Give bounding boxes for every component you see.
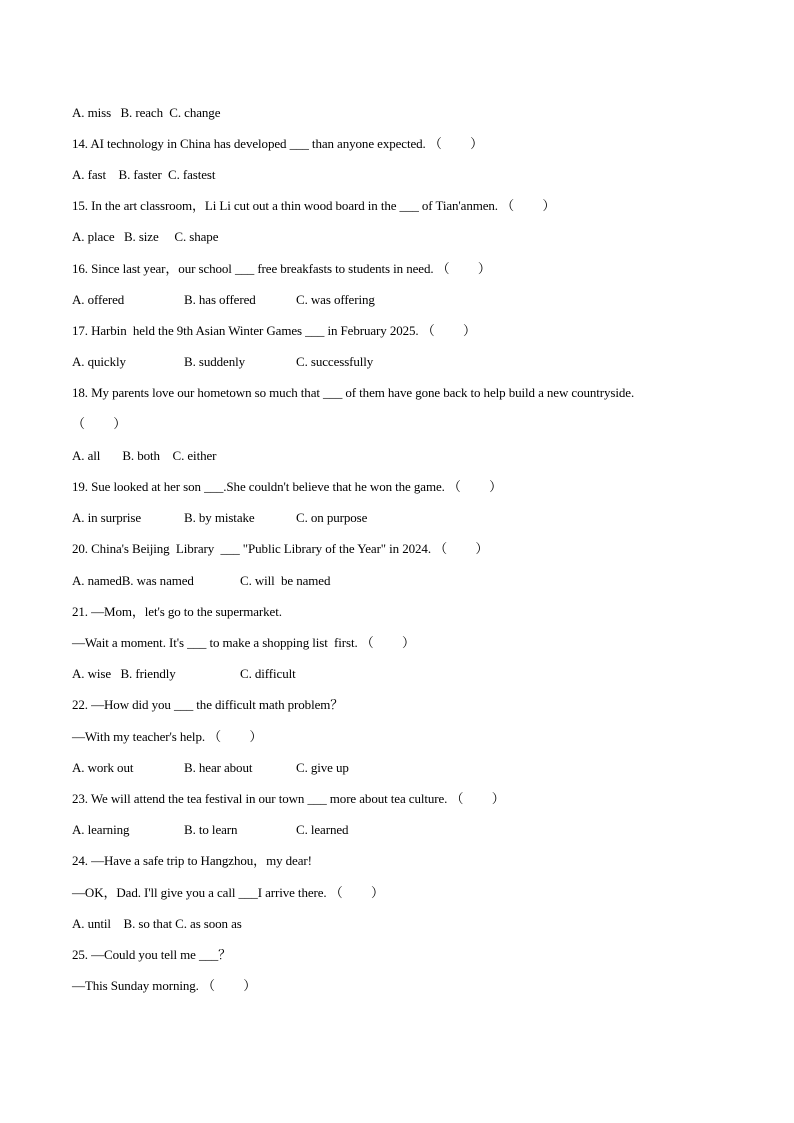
question-16: 16. Since last year，our school ___ free breakfasts to students in need. （ ） (72, 261, 491, 276)
option-b-q17: B. suddenly (184, 354, 246, 369)
question-20: 20. China's Beijing Library ___ "Public Library of the Year" in 2024. （ ） (72, 541, 489, 556)
question-25-line1: 25. —Could you tell me ___？ (72, 947, 232, 962)
question-24-line1: 24. —Have a safe trip to Hangzhou，my dear! (72, 853, 312, 868)
option-ab-q21: A. wise B. friendly (72, 666, 176, 681)
option-c-q23: C. learned (296, 822, 349, 837)
option-b-q16: B. has offered (184, 292, 256, 307)
question-19: 19. Sue looked at her son ___.She couldn't believe that he won the game. （ ） (72, 479, 503, 494)
option-a-q17: A. quickly (72, 354, 126, 369)
option-c-q21: C. difficult (240, 666, 296, 681)
question-14: 14. AI technology in China has developed ___ than anyone expected. （ ） (72, 136, 483, 151)
option-a-q22: A. work out (72, 760, 134, 775)
options-q15: A. place B. size C. shape (72, 229, 219, 244)
question-25-line2: —This Sunday morning. （ ） (72, 978, 257, 993)
question-24-line2: —OK，Dad. I'll give you a call ___I arrive there. （ ） (72, 885, 384, 900)
question-21-line2: —Wait a moment. It's ___ to make a shopping list first. （ ） (72, 635, 415, 650)
option-a-q16: A. offered (72, 292, 125, 307)
option-c-q17: C. successfully (296, 354, 374, 369)
options-q14: A. fast B. faster C. fastest (72, 167, 216, 182)
options-q13: A. miss B. reach C. change (72, 105, 221, 120)
options-q24: A. until B. so that C. as soon as (72, 916, 242, 931)
option-a-q19: A. in surprise (72, 510, 142, 525)
question-21-line1: 21. —Mom，let's go to the supermarket. (72, 604, 282, 619)
option-c-q22: C. give up (296, 760, 349, 775)
question-22-line1: 22. —How did you ___ the difficult math problem？ (72, 697, 344, 712)
question-15: 15. In the art classroom，Li Li cut out a thin wood board in the ___ of Tian'anmen. （ ） (72, 198, 556, 213)
options-q18: A. all B. both C. either (72, 448, 217, 463)
question-23: 23. We will attend the tea festival in our town ___ more about tea culture. （ ） (72, 791, 505, 806)
option-b-q19: B. by mistake (184, 510, 255, 525)
option-a-q23: A. learning (72, 822, 130, 837)
question-22-line2: —With my teacher's help. （ ） (72, 729, 263, 744)
question-18: 18. My parents love our hometown so much that ___ of them have gone back to help build a new countryside. (72, 385, 635, 400)
option-c-q20: C. will be named (240, 573, 331, 588)
option-ab-q20: A. namedB. was named (72, 573, 194, 588)
option-b-q23: B. to learn (184, 822, 238, 837)
answer-bracket-q18: （ ） (72, 416, 127, 431)
option-c-q16: C. was offering (296, 292, 375, 307)
option-c-q19: C. on purpose (296, 510, 368, 525)
question-17: 17. Harbin held the 9th Asian Winter Games ___ in February 2025. （ ） (72, 323, 476, 338)
option-b-q22: B. hear about (184, 760, 253, 775)
